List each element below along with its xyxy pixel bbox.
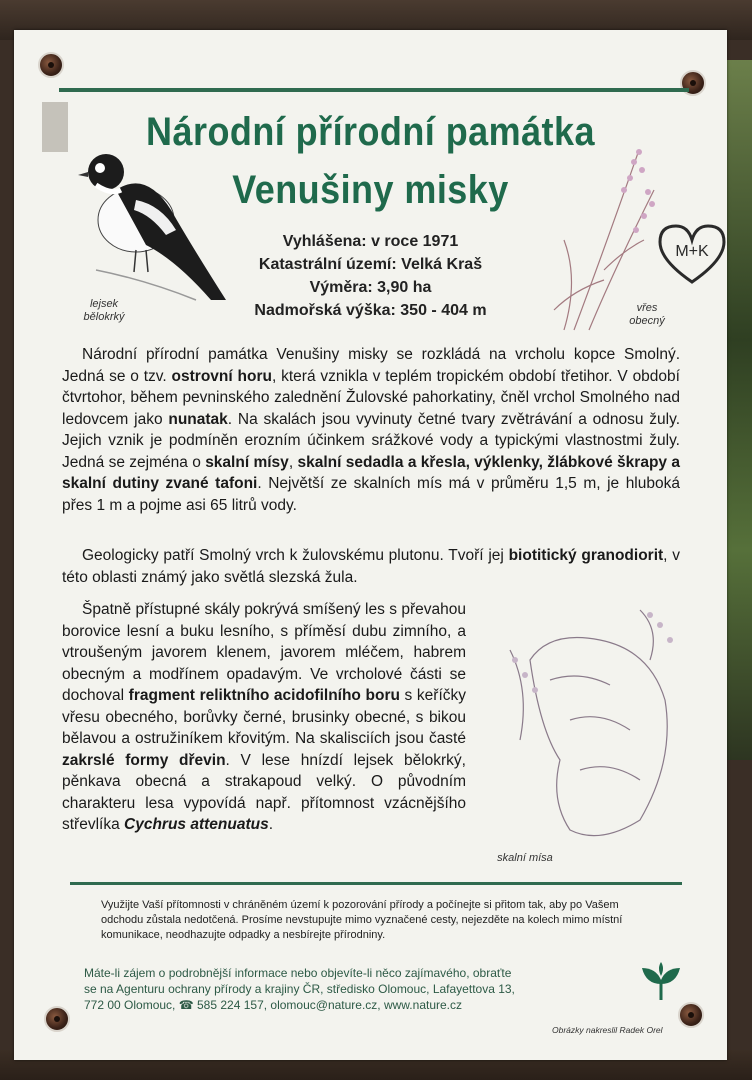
- caption-bird: [74, 298, 134, 324]
- contact-line-1: Máte-li zájem o podrobnější informace nebo objevíte-li něco zajímavého, obraťte: [84, 966, 512, 980]
- text-run: fragment reliktního acidofilního boru: [128, 687, 400, 704]
- text-run: Cychrus attenuatus: [124, 816, 269, 833]
- text-run: , v této oblasti známý jako světlá slezská žula.: [62, 547, 680, 586]
- info-area: Výměra: 3,90 ha: [309, 279, 432, 296]
- caption-bird-line2: bělokrký: [83, 311, 125, 323]
- caption-rock: skalní mísa: [497, 852, 553, 864]
- screw-icon: [38, 52, 64, 78]
- bottom-divider: [70, 882, 682, 885]
- paragraph-2: [62, 545, 680, 588]
- info-cadastral: Katastrální území: Velká Kraš: [258, 256, 483, 273]
- info-declared: Vyhlášena: v roce 1971: [282, 233, 459, 250]
- caption-heather-line2: obecný: [629, 315, 665, 327]
- screw-icon: [680, 70, 706, 96]
- screw-icon: [678, 1002, 704, 1028]
- page-subtitle: Venušiny misky: [232, 168, 509, 212]
- top-divider: [59, 88, 689, 92]
- visitor-notice: Využijte Vaší přítomnosti v chráněném území k pozorování přírody a počínejte si přitom tak, aby po Vašem odchodu zůstala nedotčená. Prosíme nevstupujte mimo vyznačené cesty, nejezděte na kolech mimo místní komunikace, neodhazujte odpadky a nesbírejte přírodniny.: [101, 899, 623, 941]
- text-run: ,: [288, 453, 298, 471]
- text-run: nunatak: [168, 410, 228, 428]
- text-run: s keříčky vřesu obecného, borůvky černé, brusinky obecné, s bikou bělavou a ostružiníkem křovitým. Na skalisciích jsou časté: [62, 687, 466, 747]
- information-board: [14, 30, 727, 1060]
- text-run: Geologicky patří Smolný vrch k žulovskému plutonu. Tvoří jej: [82, 547, 509, 564]
- contact-info: [84, 965, 644, 1013]
- text-run: . Největší ze skalních mís má v průměru 1,5 m, je hluboká přes 1 m a pojme asi 65 litrů vody.: [62, 475, 680, 514]
- text-run: Národní přírodní památka Venušiny misky se rozkládá na vrcholu kopce Smolný. Jedná se o tzv.: [62, 346, 680, 385]
- info-altitude: Nadmořská výška: 350 - 404 m: [254, 302, 487, 319]
- paragraph-1: [62, 344, 680, 516]
- illustration-credit: Obrázky nakreslil Radek Orel: [552, 1025, 663, 1035]
- text-run: .: [268, 816, 274, 833]
- text-run: ostrovní horu: [171, 367, 272, 385]
- text-run: skalní sedadla a křesla, výklenky, žlábkové škrapy a skalní dutiny zvané tafoni: [62, 453, 680, 492]
- text-run: . Na skalách jsou vyvinuty četné tvary zvětrávání a odnosu žuly. Jejich vznik je podmíněn erozním účinkem srážkové vody a typickými vlastnostmi žuly. Jedná se zejména o: [62, 410, 680, 471]
- graffiti-heart-icon: [654, 220, 730, 290]
- text-run: biotitický granodiorit: [508, 547, 664, 564]
- caption-heather-line1: vřes: [636, 302, 658, 314]
- paragraph-3: [62, 599, 466, 836]
- contact-line-2: se na Agenturu ochrany přírody a krajiny ČR, středisko Olomouc, Lafayettova 13,: [84, 982, 515, 996]
- text-run: Špatně přístupné skály pokrývá smíšený les s převahou borovice lesní a buku lesního, s příměsí dubu zimního, a vtroušeným javorem klenem, javorem mléčem, habrem obecným a modřínem opadavým. Ve vrcholové části se dochoval: [62, 601, 466, 704]
- text-run: skalní mísy: [205, 453, 289, 471]
- text-run: , která vznikla v teplém tropickém období třetihor. V období čtvrtohor, během pevninského zalednění Žulovské pahorkatiny, čněl vrchol Smolného nad ledovcem jako: [62, 367, 680, 428]
- screw-icon: [44, 1006, 70, 1032]
- bird-illustration: [76, 150, 226, 320]
- caption-heather: [622, 302, 672, 328]
- text-run: . V lese hnízdí lejsek bělokrký, pěnkava obecná a strakapoud velký. O původním charakteru lesa vypovídá např. přítomnost vzácnějšího střevlíka: [62, 751, 466, 833]
- rock-basin-illustration: [490, 590, 690, 850]
- aopk-logo-icon: [638, 962, 684, 1002]
- contact-line-3: 772 00 Olomouc, ☎ 585 224 157, olomouc@nature.cz, www.nature.cz: [84, 998, 462, 1012]
- text-run: zakrslé formy dřevin: [62, 751, 226, 769]
- caption-bird-line1: lejsek: [89, 298, 119, 310]
- graffiti-text: M+K: [675, 243, 709, 260]
- page-title: Národní přírodní památka: [146, 110, 595, 154]
